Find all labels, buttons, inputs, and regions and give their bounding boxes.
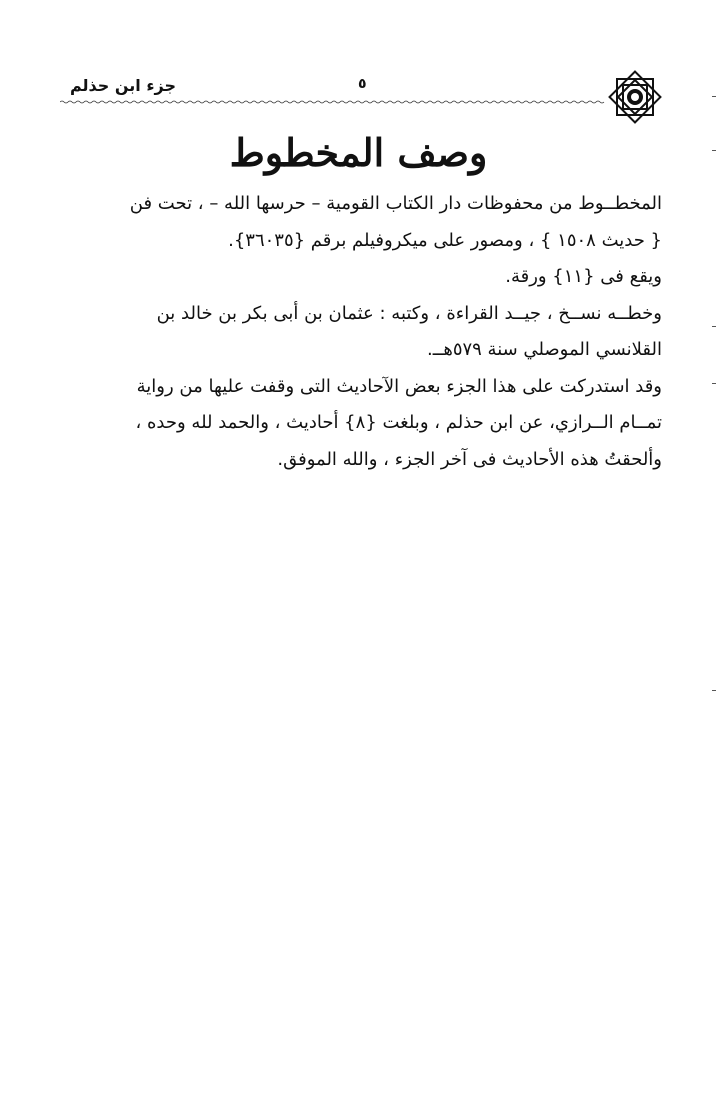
body-text (64, 186, 662, 478)
text-line: تمــام الــرازي، عن ابن حذلم ، وبلغت {٨} أحاديث ، والحمد لله وحده ، (135, 412, 662, 433)
text-line: وألحقتُ هذه الأحاديث فى آخر الجزء ، والله الموفق. (277, 448, 662, 470)
text-line: القلانسي الموصلي سنة ٥٧٩هــ. (427, 339, 662, 360)
section-title: وصف المخطوط (229, 130, 488, 175)
scan-margin-mark (712, 150, 716, 151)
text-line: وقد استدركت على هذا الجزء بعض الآحاديث التى وقفت عليها من رواية (136, 375, 662, 397)
text-line: وخطــه نســخ ، جيــد القراءة ، وكتبه : عثمان بن أبى بكر بن خالد بن (156, 302, 662, 324)
scan-margin-mark (712, 326, 716, 327)
text-line: ويقع فى {١١} ورقة. (505, 266, 662, 287)
page-number: ٥ (358, 76, 367, 92)
scan-margin-mark (712, 690, 716, 691)
running-title: جزء ابن حذلم (70, 76, 177, 95)
scan-margin-mark (712, 383, 716, 384)
page-header (0, 0, 717, 110)
text-line: المخطــوط من محفوظات دار الكتاب القومية – حرسها الله – ، تحت فن (129, 193, 662, 214)
header-divider (60, 100, 605, 104)
text-line: { حديث ١٥٠٨ } ، ومصور على ميكروفيلم برقم {٣٦٠٣٥}. (228, 229, 662, 251)
scan-margin-mark (712, 96, 716, 97)
star-ornament-icon (604, 66, 666, 128)
